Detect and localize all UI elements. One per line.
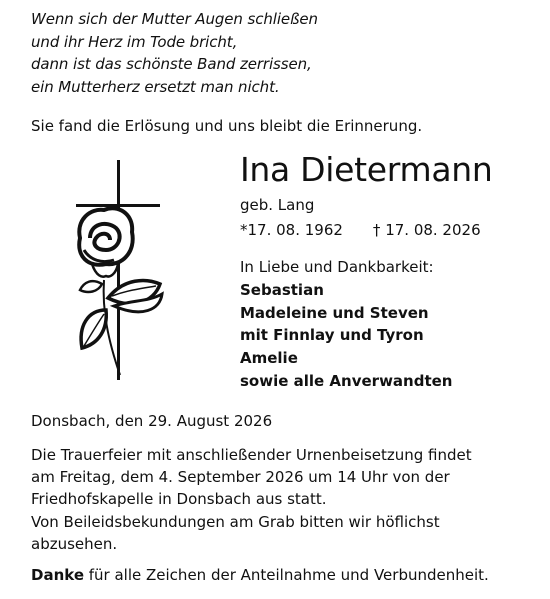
poem-line: und ihr Herz im Tode bricht, — [31, 32, 238, 51]
poem-line: dann ist das schönste Band zerrissen, — [31, 55, 312, 73]
birth-date: *17. 08. 1962 — [240, 221, 343, 239]
info-line: abzusehen. — [31, 534, 118, 553]
info-line: am Freitag, dem 4. September 2026 um 14 Uhr von der — [31, 468, 450, 487]
family-member: Sebastian — [240, 280, 324, 299]
family-member: Madeleine und Steven — [240, 303, 429, 322]
deceased-name: Ina Dietermann — [240, 150, 493, 189]
info-line: Die Trauerfeier mit anschließender Urnenbeisetzung findet — [31, 446, 472, 464]
poem-line: Wenn sich der Mutter Augen schließen — [31, 10, 318, 28]
place-date: Donsbach, den 29. August 2026 — [31, 412, 273, 430]
death-date: † 17. 08. 2026 — [372, 221, 481, 239]
family-member: Amelie — [240, 349, 298, 368]
maiden-name: geb. Lang — [240, 196, 315, 214]
family-list — [240, 256, 452, 393]
family-member: mit Finnlay und Tyron — [240, 326, 424, 345]
info-line: Von Beileidsbekundungen am Grab bitten wir höflichst — [31, 512, 440, 531]
thanks-rest: für alle Zeichen der Anteilnahme und Verbundenheit. — [84, 566, 489, 584]
cross-with-rose-icon — [62, 160, 172, 390]
family-member: sowie alle Anverwandten — [240, 371, 453, 390]
poem-line: ein Mutterherz ersetzt man nicht. — [31, 77, 280, 96]
thanks-line — [31, 565, 489, 585]
info-line: Friedhofskapelle in Donsbach aus statt. — [31, 490, 327, 509]
poem — [31, 8, 318, 98]
thanks-bold: Danke — [31, 566, 84, 584]
ceremony-info — [31, 444, 472, 555]
family-intro: In Liebe und Dankbarkeit: — [240, 258, 434, 276]
lead-sentence: Sie fand die Erlösung und uns bleibt die Erinnerung. — [31, 117, 423, 135]
life-dates — [240, 220, 481, 240]
